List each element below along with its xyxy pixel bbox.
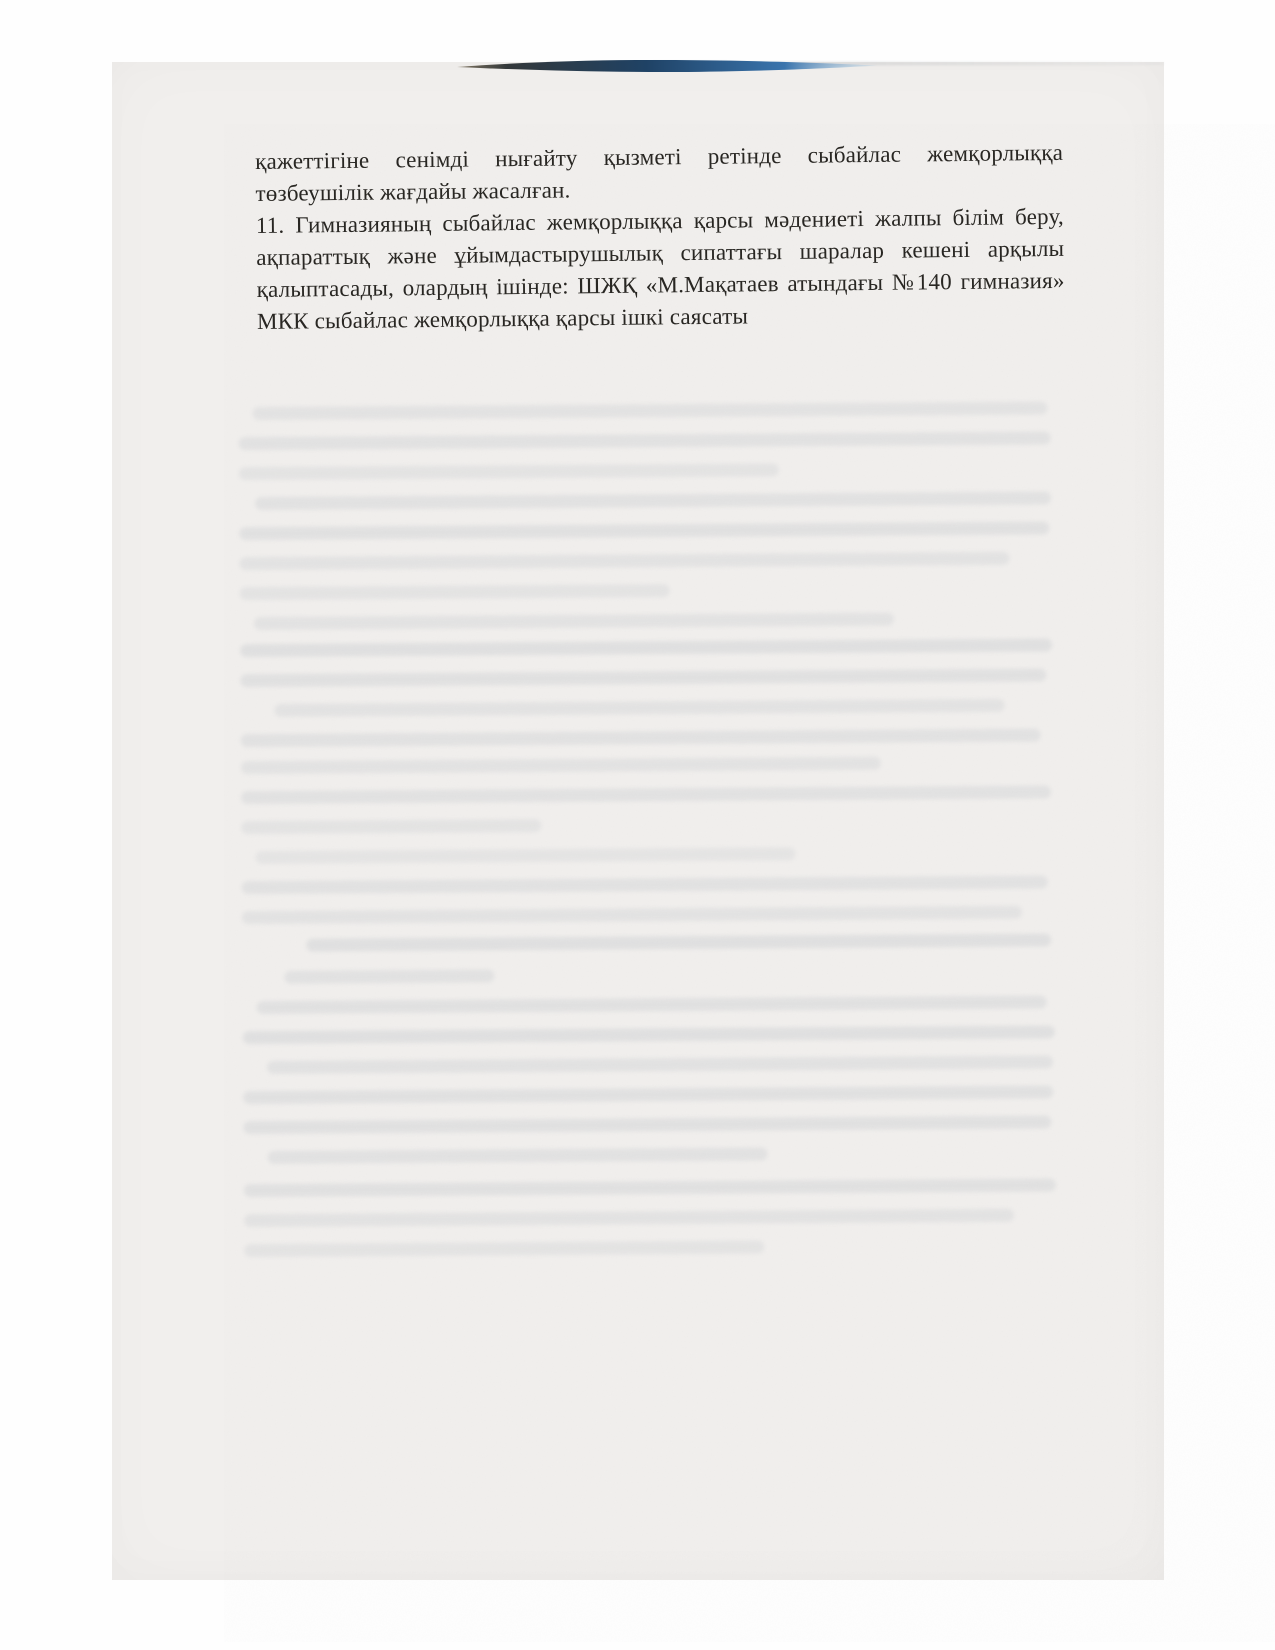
faded-text-line bbox=[274, 699, 1004, 717]
faded-text-line bbox=[241, 729, 1041, 748]
faded-text-line bbox=[240, 638, 1052, 657]
faded-text-line bbox=[254, 613, 894, 630]
faded-text-line bbox=[244, 1240, 764, 1257]
text-line: қажеттігіне сенімді нығайту қызметі ретінде сыбайлас жемқорлыққа bbox=[255, 139, 1064, 174]
faded-text-line bbox=[306, 933, 1051, 951]
faded-text-line bbox=[242, 875, 1048, 894]
faded-text-line bbox=[239, 463, 779, 480]
faded-text-line bbox=[243, 1115, 1051, 1134]
text-line: 11. Гимназияның сыбайлас жемқорлыққа қарсы мәдениеті жалпы білім беру, bbox=[255, 203, 1064, 238]
faded-text-line bbox=[243, 1085, 1053, 1104]
faded-text-line bbox=[256, 847, 796, 864]
faded-text-line bbox=[252, 401, 1047, 420]
faded-text-line bbox=[267, 1055, 1053, 1073]
faded-text-line bbox=[244, 1178, 1056, 1197]
faded-text-line bbox=[257, 995, 1047, 1014]
text-line: төзбеушілік жағдайы жасалған. bbox=[255, 177, 571, 206]
faded-text-line bbox=[242, 906, 1022, 924]
faded-text-line bbox=[244, 1209, 1014, 1227]
faded-text-line bbox=[243, 1025, 1055, 1044]
text-line: қалыптасады, олардың ішінде: ШЖҚ «М.Мақатаев атындағы №140 гимназия» bbox=[256, 267, 1065, 302]
faded-text-line bbox=[241, 785, 1051, 804]
faded-text-line bbox=[239, 431, 1051, 450]
faded-text-line bbox=[240, 668, 1046, 687]
faded-text-line bbox=[239, 521, 1049, 540]
faded-text-line bbox=[284, 969, 494, 983]
scan-artifact-streak bbox=[455, 53, 879, 79]
faded-text-line bbox=[239, 552, 1009, 570]
faded-text-line bbox=[268, 1147, 768, 1163]
faded-text-line bbox=[240, 584, 670, 600]
scanned-page bbox=[112, 62, 1164, 1580]
text-line: МКК сыбайлас жемқорлыққа қарсы ішкі саясаты bbox=[256, 303, 749, 334]
faded-text-line bbox=[241, 819, 541, 834]
faded-text-line bbox=[241, 757, 881, 774]
faded-text-line bbox=[255, 491, 1051, 510]
text-line: ақпараттық және ұйымдастырушылық сипаттағы шаралар кешені арқылы bbox=[256, 235, 1065, 270]
faded-text-region bbox=[112, 55, 1175, 1580]
